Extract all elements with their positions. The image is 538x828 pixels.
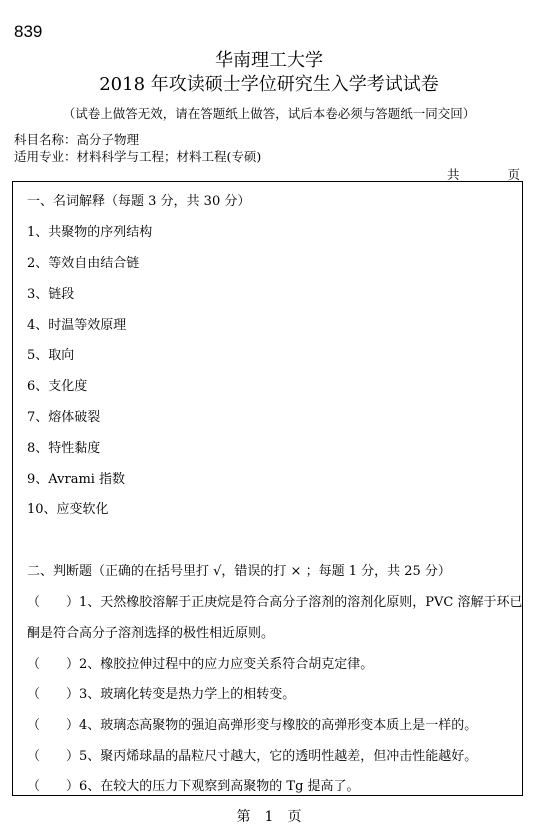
section2-item: （ ）2、橡胶拉伸过程中的应力应变关系符合胡克定律。 [27, 657, 374, 672]
section2-item: （ ）1、天然橡胶溶解于正庚烷是符合高分子溶剂的溶剂化原则，PVC 溶解于环已 [27, 595, 523, 610]
section1-item: 8、特性黏度 [27, 441, 101, 456]
section2-item: （ ）6、在较大的压力下观察到高聚物的 Tg 提高了。 [27, 779, 360, 794]
section1-item: 10、应变软化 [27, 502, 109, 517]
section2-item: （ ）5、聚丙烯球晶的晶粒尺寸越大，它的透明性越差，但冲击性能越好。 [27, 749, 478, 764]
section1-item: 9、Avrami 指数 [27, 472, 126, 487]
exam-title: 2018 年攻读硕士学位研究生入学考试试卷 [99, 74, 439, 95]
subject-line: 科目名称：高分子物理 [14, 132, 140, 147]
total-label-1: 共 [447, 167, 460, 182]
exam-note: （试卷上做答无效，请在答题纸上做答，试后本卷必须与答题纸一同交回） [62, 106, 476, 121]
question-box [12, 181, 523, 796]
exam-code: 839 [14, 22, 43, 41]
section2-item: （ ）3、玻璃化转变是热力学上的相转变。 [27, 687, 296, 702]
university-name: 华南理工大学 [215, 50, 323, 71]
section1-item: 7、熔体破裂 [27, 410, 101, 425]
section1-item: 4、时温等效原理 [27, 318, 127, 333]
section1-item: 1、共聚物的序列结构 [27, 225, 153, 240]
section1-item: 6、支化度 [27, 379, 88, 394]
total-label-2: 页 [507, 167, 520, 182]
section2-item-continuation: 酮是符合高分子溶剂选择的极性相近原则。 [27, 626, 275, 641]
section1-heading: 一、名词解释（每题 3 分，共 30 分） [27, 194, 251, 209]
section1-item: 3、链段 [27, 287, 75, 302]
section1-item: 5、取向 [27, 348, 75, 363]
page-number: 第 1 页 [236, 809, 302, 825]
section1-item: 2、等效自由结合链 [27, 256, 140, 271]
section2-item: （ ）4、玻璃态高聚物的强迫高弹形变与橡胶的高弹形变本质上是一样的。 [27, 718, 478, 733]
majors-line: 适用专业：材料科学与工程；材料工程(专硕) [14, 149, 262, 164]
section2-heading: 二、判断题（正确的在括号里打 √，错误的打 × ；每题 1 分，共 25 分） [27, 564, 451, 579]
